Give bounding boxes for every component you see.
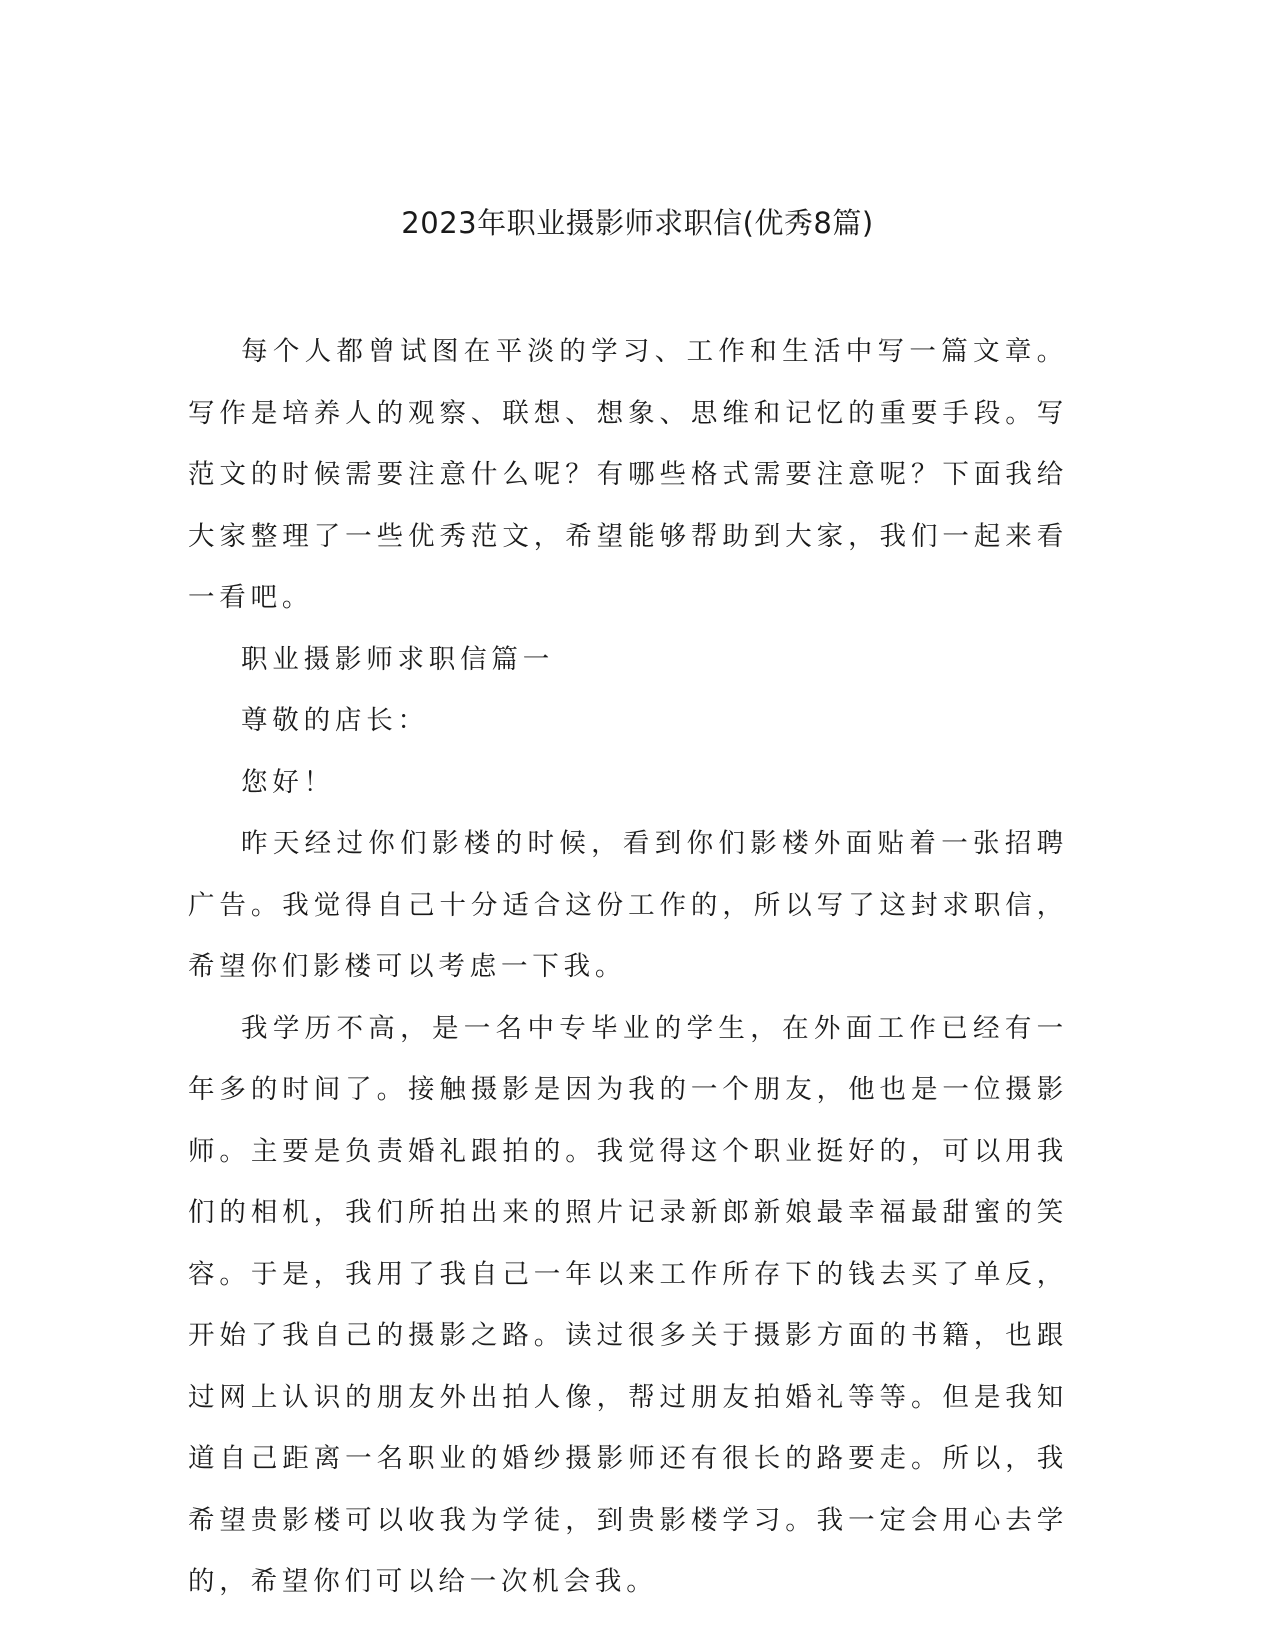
intro-paragraph: 每个人都曾试图在平淡的学习、工作和生活中写一篇文章。写作是培养人的观察、联想、想象、思维和记忆的重要手段。写范文的时候需要注意什么呢？有哪些格式需要注意呢？下面我给大家整理了一些优秀范文，希望能够帮助到大家，我们一起来看一看吧。: [188, 336, 1068, 613]
section-heading: 职业摄影师求职信篇一: [241, 643, 554, 675]
letter-salutation: 尊敬的店长：: [241, 705, 429, 736]
document-body: [188, 321, 1068, 1613]
letter-greeting: 您好！: [241, 766, 335, 798]
document-title: 2023年职业摄影师求职信(优秀8篇): [401, 206, 874, 240]
letter-paragraph: 昨天经过你们影楼的时候，看到你们影楼外面贴着一张招聘广告。我觉得自己十分适合这份工作的，所以写了这封求职信，希望你们影楼可以考虑一下我。: [188, 828, 1068, 982]
letter-paragraph: 我学历不高，是一名中专毕业的学生，在外面工作已经有一年多的时间了。接触摄影是因为我的一个朋友，他也是一位摄影师。主要是负责婚礼跟拍的。我觉得这个职业挺好的，可以用我们的相机，我们所拍出来的照片记录新郎新娘最幸福最甜蜜的笑容。于是，我用了我自己一年以来工作所存下的钱去买了单反，开始了我自己的摄影之路。读过很多关于摄影方面的书籍，也跟过网上认识的朋友外出拍人像，帮过朋友拍婚礼等等。但是我知道自己距离一名职业的婚纱摄影师还有很长的路要走。所以，我希望贵影楼可以收我为学徒，到贵影楼学习。我一定会用心去学的，希望你们可以给一次机会我。: [188, 1012, 1068, 1597]
